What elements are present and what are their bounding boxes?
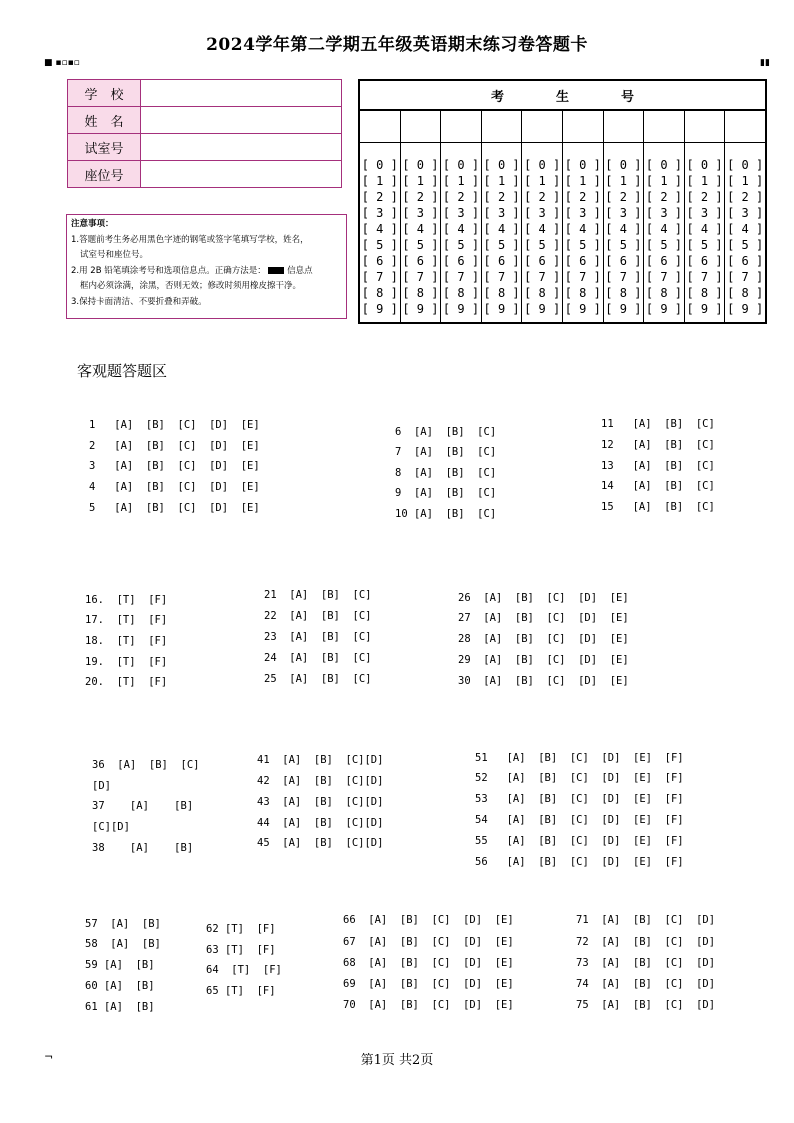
digit-bubble-3[interactable]: [ 3 ] [605,206,642,220]
digit-bubble-6[interactable]: [ 6 ] [524,254,561,268]
exam-digit-write-box[interactable] [725,109,765,143]
digit-bubble-4[interactable]: [ 4 ] [442,222,480,236]
digit-bubble-9[interactable]: [ 9 ] [402,302,439,316]
digit-bubble-1[interactable]: [ 1 ] [524,174,561,188]
question-row-5[interactable]: 5 [A] [B] [C] [D] [E] [89,502,260,514]
top-left-mark: ■ ▪▫▪▫ [44,58,80,68]
digit-bubble-3[interactable]: [ 3 ] [402,206,439,220]
question-row-38[interactable]: 38 [A] [B] [92,842,194,854]
digit-bubble-5[interactable]: [ 5 ] [402,238,439,252]
digit-bubble-1[interactable]: [ 1 ] [361,174,398,188]
question-row-54[interactable]: 54 [A] [B] [C] [D] [E] [F] [475,814,684,826]
digit-bubble-6[interactable]: [ 6 ] [727,254,764,268]
question-row-62[interactable]: 62 [T] [F] [206,923,276,935]
page-footer: 第1页 共2页 [360,1053,434,1068]
digit-bubble-4[interactable]: [ 4 ] [524,222,561,236]
digit-bubble-1[interactable]: [ 1 ] [564,174,601,188]
digit-bubble-8[interactable]: [ 8 ] [524,286,561,300]
question-row-63[interactable]: 63 [T] [F] [206,944,276,956]
question-row-13[interactable]: 13 [A] [B] [C] [601,460,715,472]
name-field[interactable] [141,107,342,134]
school-field[interactable] [141,80,342,107]
question-row-37-cont[interactable]: [C][D] [92,821,130,833]
digit-bubble-1[interactable]: [ 1 ] [483,174,520,188]
digit-bubble-2[interactable]: [ 2 ] [402,190,439,204]
question-row-60[interactable]: 60 [A] [B] [85,980,155,992]
digit-bubble-3[interactable]: [ 3 ] [727,206,764,220]
question-row-61[interactable]: 61 [A] [B] [85,1001,155,1013]
digit-bubble-9[interactable]: [ 9 ] [483,302,520,316]
digit-bubble-2[interactable]: [ 2 ] [645,190,683,204]
exam-digit-column [563,109,604,322]
digit-bubble-6[interactable]: [ 6 ] [686,254,723,268]
digit-bubble-1[interactable]: [ 1 ] [605,174,642,188]
exam-digit-write-box[interactable] [482,109,522,143]
exam-digit-write-box[interactable] [401,109,441,143]
exam-digit-column [401,109,442,322]
digit-bubble-8[interactable]: [ 8 ] [605,286,642,300]
question-row-30[interactable]: 30 [A] [B] [C] [D] [E] [458,675,629,687]
exam-digit-column [644,109,685,322]
digit-bubble-0[interactable]: [ 0 ] [524,158,561,172]
digit-bubble-1[interactable]: [ 1 ] [442,174,480,188]
question-row-37[interactable]: 37 [A] [B] [92,800,194,812]
digit-bubble-5[interactable]: [ 5 ] [605,238,642,252]
question-row-51[interactable]: 51 [A] [B] [C] [D] [E] [F] [475,752,684,764]
question-row-72[interactable]: 72 [A] [B] [C] [D] [576,936,716,948]
question-row-1[interactable]: 1 [A] [B] [C] [D] [E] [89,419,260,431]
digit-bubble-5[interactable]: [ 5 ] [727,238,764,252]
digit-bubble-6[interactable]: [ 6 ] [564,254,601,268]
exam-digit-column [685,109,726,322]
question-row-52[interactable]: 52 [A] [B] [C] [D] [E] [F] [475,772,684,784]
digit-bubble-9[interactable]: [ 9 ] [361,302,398,316]
digit-bubble-0[interactable]: [ 0 ] [483,158,520,172]
digit-bubble-7[interactable]: [ 7 ] [524,270,561,284]
top-right-mark: ▮▮ [760,58,770,68]
exam-digit-write-box[interactable] [360,109,400,143]
digit-bubble-9[interactable]: [ 9 ] [442,302,480,316]
digit-bubble-0[interactable]: [ 0 ] [442,158,480,172]
digit-bubble-6[interactable]: [ 6 ] [442,254,480,268]
seat-field[interactable] [141,161,342,188]
digit-bubble-0[interactable]: [ 0 ] [361,158,398,172]
question-row-15[interactable]: 15 [A] [B] [C] [601,501,715,513]
digit-bubble-0[interactable]: [ 0 ] [686,158,723,172]
exam-digit-column [604,109,645,322]
digit-bubble-2[interactable]: [ 2 ] [727,190,764,204]
digit-bubble-3[interactable]: [ 3 ] [483,206,520,220]
exam-digit-bubbles [522,143,562,317]
question-row-74[interactable]: 74 [A] [B] [C] [D] [576,978,716,990]
digit-bubble-4[interactable]: [ 4 ] [361,222,398,236]
exam-header-char: 生 [555,89,569,105]
question-row-69[interactable]: 69 [A] [B] [C] [D] [E] [343,978,514,990]
question-row-26[interactable]: 26 [A] [B] [C] [D] [E] [458,592,629,604]
filled-sample-icon [268,267,284,274]
exam-digit-column [441,109,482,322]
page-title: 2024学年第二学期五年级英语期末练习卷答题卡 [206,35,588,55]
digit-bubble-2[interactable]: [ 2 ] [564,190,601,204]
digit-bubble-2[interactable]: [ 2 ] [361,190,398,204]
question-row-64[interactable]: 64 [T] [F] [206,964,282,976]
question-row-16[interactable]: 16. [T] [F] [85,594,168,606]
digit-bubble-7[interactable]: [ 7 ] [727,270,764,284]
digit-bubble-8[interactable]: [ 8 ] [361,286,398,300]
digit-bubble-9[interactable]: [ 9 ] [605,302,642,316]
digit-bubble-7[interactable]: [ 7 ] [564,270,601,284]
seat-label: 座位号 [68,161,141,188]
question-row-71[interactable]: 71 [A] [B] [C] [D] [576,914,716,926]
digit-bubble-1[interactable]: [ 1 ] [645,174,683,188]
question-row-36[interactable]: 36 [A] [B] [C] [92,759,200,771]
digit-bubble-9[interactable]: [ 9 ] [686,302,723,316]
digit-bubble-2[interactable]: [ 2 ] [605,190,642,204]
digit-bubble-3[interactable]: [ 3 ] [645,206,683,220]
exam-digit-bubbles [604,143,644,317]
digit-bubble-4[interactable]: [ 4 ] [686,222,723,236]
question-row-22[interactable]: 22 [A] [B] [C] [264,610,372,622]
digit-bubble-3[interactable]: [ 3 ] [564,206,601,220]
digit-bubble-0[interactable]: [ 0 ] [645,158,683,172]
question-row-41[interactable]: 41 [A] [B] [C][D] [257,754,384,766]
question-row-23[interactable]: 23 [A] [B] [C] [264,631,372,643]
question-row-68[interactable]: 68 [A] [B] [C] [D] [E] [343,957,514,969]
question-row-8[interactable]: 8 [A] [B] [C] [395,467,497,479]
notes-line: 框内必须涂满，涂黑，否则无效；修改时须用橡皮擦干净。 [80,281,302,291]
school-label: 学 校 [68,80,141,107]
digit-bubble-7[interactable]: [ 7 ] [483,270,520,284]
notes-line: 试室号和座位号。 [80,250,149,260]
digit-bubble-7[interactable]: [ 7 ] [645,270,683,284]
digit-bubble-6[interactable]: [ 6 ] [361,254,398,268]
exam-digit-write-box[interactable] [441,109,481,143]
exam-digit-column [522,109,563,322]
digit-bubble-3[interactable]: [ 3 ] [442,206,480,220]
digit-bubble-9[interactable]: [ 9 ] [524,302,561,316]
question-row-24[interactable]: 24 [A] [B] [C] [264,652,372,664]
name-label: 姓 名 [68,107,141,134]
digit-bubble-8[interactable]: [ 8 ] [645,286,683,300]
notes-line: 1.答题前考生务必用黑色字迹的钢笔或签字笔填写学校，姓名， [71,234,309,245]
exam-digit-write-box[interactable] [685,109,725,143]
digit-bubble-6[interactable]: [ 6 ] [402,254,439,268]
room-label: 试室号 [68,134,141,161]
digit-bubble-2[interactable]: [ 2 ] [442,190,480,204]
question-row-59[interactable]: 59 [A] [B] [85,959,155,971]
exam-number-grid [358,79,767,324]
digit-bubble-0[interactable]: [ 0 ] [564,158,601,172]
question-row-44[interactable]: 44 [A] [B] [C][D] [257,817,384,829]
question-row-6[interactable]: 6 [A] [B] [C] [395,426,497,438]
digit-bubble-4[interactable]: [ 4 ] [483,222,520,236]
digit-bubble-1[interactable]: [ 1 ] [402,174,439,188]
question-row-29[interactable]: 29 [A] [B] [C] [D] [E] [458,654,629,666]
question-row-3[interactable]: 3 [A] [B] [C] [D] [E] [89,460,260,472]
exam-digit-bubbles [482,143,522,317]
digit-bubble-1[interactable]: [ 1 ] [727,174,764,188]
question-row-12[interactable]: 12 [A] [B] [C] [601,439,715,451]
exam-digit-write-box[interactable] [644,109,684,143]
question-row-17[interactable]: 17. [T] [F] [85,614,168,626]
question-row-19[interactable]: 19. [T] [F] [85,656,168,668]
digit-bubble-9[interactable]: [ 9 ] [564,302,601,316]
question-row-25[interactable]: 25 [A] [B] [C] [264,673,372,685]
digit-bubble-7[interactable]: [ 7 ] [686,270,723,284]
digit-bubble-7[interactable]: [ 7 ] [361,270,398,284]
objective-section-title: 客观题答题区 [77,362,168,380]
digit-bubble-8[interactable]: [ 8 ] [402,286,439,300]
room-field[interactable] [141,134,342,161]
digit-bubble-8[interactable]: [ 8 ] [483,286,520,300]
exam-digit-column [482,109,523,322]
digit-bubble-0[interactable]: [ 0 ] [605,158,642,172]
exam-digit-bubbles [685,143,725,317]
question-row-65[interactable]: 65 [T] [F] [206,985,276,997]
digit-bubble-5[interactable]: [ 5 ] [686,238,723,252]
question-row-43[interactable]: 43 [A] [B] [C][D] [257,796,384,808]
digit-bubble-5[interactable]: [ 5 ] [564,238,601,252]
digit-bubble-7[interactable]: [ 7 ] [402,270,439,284]
digit-bubble-4[interactable]: [ 4 ] [402,222,439,236]
digit-bubble-3[interactable]: [ 3 ] [524,206,561,220]
digit-bubble-5[interactable]: [ 5 ] [483,238,520,252]
digit-bubble-8[interactable]: [ 8 ] [442,286,480,300]
notes-line-text: 信息点 [287,265,313,276]
exam-number-header [360,81,765,111]
question-row-42[interactable]: 42 [A] [B] [C][D] [257,775,384,787]
question-row-7[interactable]: 7 [A] [B] [C] [395,446,497,458]
digit-bubble-6[interactable]: [ 6 ] [483,254,520,268]
exam-digit-bubbles [401,143,441,317]
digit-bubble-8[interactable]: [ 8 ] [564,286,601,300]
notes-line-text: 2.用 2B 铅笔填涂考号和选项信息点。正确方法是： [71,265,266,276]
question-row-75[interactable]: 75 [A] [B] [C] [D] [576,999,716,1011]
digit-bubble-8[interactable]: [ 8 ] [686,286,723,300]
digit-bubble-8[interactable]: [ 8 ] [727,286,764,300]
exam-digit-bubbles [441,143,481,317]
digit-bubble-5[interactable]: [ 5 ] [524,238,561,252]
exam-digit-columns [360,109,765,322]
digit-bubble-0[interactable]: [ 0 ] [402,158,439,172]
question-row-57[interactable]: 57 [A] [B] [85,918,161,930]
digit-bubble-3[interactable]: [ 3 ] [686,206,723,220]
digit-bubble-0[interactable]: [ 0 ] [727,158,764,172]
digit-bubble-2[interactable]: [ 2 ] [483,190,520,204]
question-row-55[interactable]: 55 [A] [B] [C] [D] [E] [F] [475,835,684,847]
student-info-table [67,79,342,188]
exam-header-char: 考 [490,89,504,105]
digit-bubble-9[interactable]: [ 9 ] [727,302,764,316]
digit-bubble-2[interactable]: [ 2 ] [686,190,723,204]
exam-digit-bubbles [360,143,400,317]
digit-bubble-9[interactable]: [ 9 ] [645,302,683,316]
exam-header-char: 号 [621,89,635,105]
digit-bubble-7[interactable]: [ 7 ] [605,270,642,284]
question-row-11[interactable]: 11 [A] [B] [C] [601,418,715,430]
question-row-10[interactable]: 10 [A] [B] [C] [395,508,497,520]
exam-digit-bubbles [563,143,603,317]
digit-bubble-5[interactable]: [ 5 ] [361,238,398,252]
question-row-36-cont[interactable]: [D] [92,780,111,792]
corner-mark: ¬ [44,1050,54,1063]
question-row-53[interactable]: 53 [A] [B] [C] [D] [E] [F] [475,793,684,805]
notes-box [66,214,347,319]
exam-digit-write-box[interactable] [522,109,562,143]
question-row-66[interactable]: 66 [A] [B] [C] [D] [E] [343,914,514,926]
exam-digit-write-box[interactable] [604,109,644,143]
question-row-20[interactable]: 20. [T] [F] [85,676,168,688]
notes-line: 3.保持卡面清洁、不要折叠和弄破。 [71,296,207,307]
exam-digit-bubbles [644,143,684,317]
digit-bubble-6[interactable]: [ 6 ] [645,254,683,268]
exam-digit-write-box[interactable] [563,109,603,143]
question-row-56[interactable]: 56 [A] [B] [C] [D] [E] [F] [475,856,684,868]
question-row-4[interactable]: 4 [A] [B] [C] [D] [E] [89,481,260,493]
digit-bubble-3[interactable]: [ 3 ] [361,206,398,220]
question-row-9[interactable]: 9 [A] [B] [C] [395,487,497,499]
question-row-45[interactable]: 45 [A] [B] [C][D] [257,837,384,849]
digit-bubble-4[interactable]: [ 4 ] [605,222,642,236]
notes-line-fill-example [71,264,342,280]
question-row-58[interactable]: 58 [A] [B] [85,938,161,950]
exam-digit-column [360,109,401,322]
question-row-21[interactable]: 21 [A] [B] [C] [264,589,372,601]
digit-bubble-2[interactable]: [ 2 ] [524,190,561,204]
exam-digit-bubbles [725,143,765,317]
exam-digit-column [725,109,765,322]
question-row-27[interactable]: 27 [A] [B] [C] [D] [E] [458,612,629,624]
question-row-73[interactable]: 73 [A] [B] [C] [D] [576,957,716,969]
question-row-2[interactable]: 2 [A] [B] [C] [D] [E] [89,440,260,452]
question-row-18[interactable]: 18. [T] [F] [85,635,168,647]
digit-bubble-4[interactable]: [ 4 ] [645,222,683,236]
question-row-14[interactable]: 14 [A] [B] [C] [601,480,715,492]
question-row-28[interactable]: 28 [A] [B] [C] [D] [E] [458,633,629,645]
digit-bubble-7[interactable]: [ 7 ] [442,270,480,284]
question-row-67[interactable]: 67 [A] [B] [C] [D] [E] [343,936,514,948]
digit-bubble-5[interactable]: [ 5 ] [442,238,480,252]
digit-bubble-5[interactable]: [ 5 ] [645,238,683,252]
question-row-70[interactable]: 70 [A] [B] [C] [D] [E] [343,999,514,1011]
digit-bubble-4[interactable]: [ 4 ] [727,222,764,236]
digit-bubble-1[interactable]: [ 1 ] [686,174,723,188]
notes-title: 注意事项： [71,219,114,229]
digit-bubble-4[interactable]: [ 4 ] [564,222,601,236]
digit-bubble-6[interactable]: [ 6 ] [605,254,642,268]
